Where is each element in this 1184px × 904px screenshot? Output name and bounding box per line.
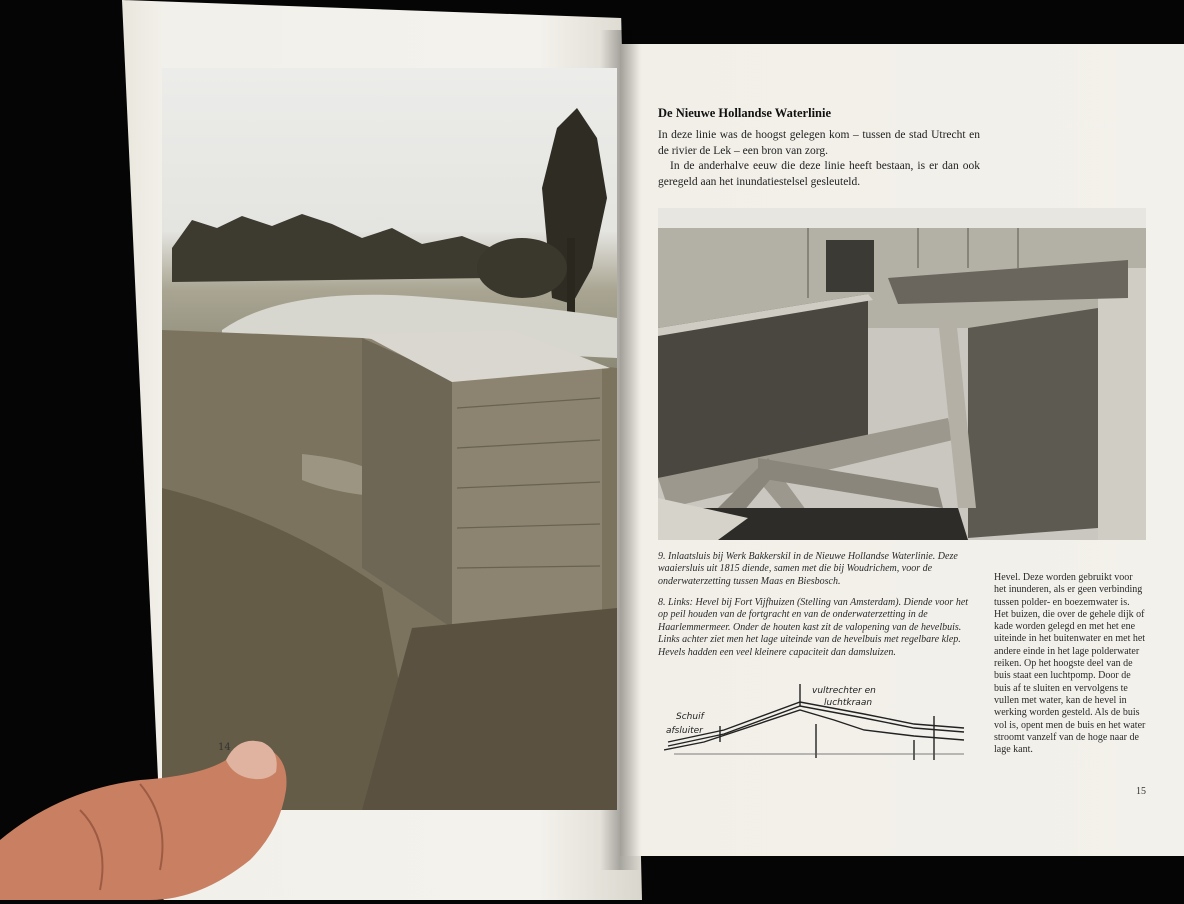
photo-siphon-box bbox=[162, 68, 617, 810]
intro-paragraph: In de anderhalve eeuw die deze linie heeft bestaan, is er dan ook geregeld aan het inundatiestelsel gesleuteld. bbox=[658, 160, 980, 188]
intro-paragraph: In deze linie was de hoogst gelegen kom – tussen de stad Utrecht en de rivier de Lek – een bron van zorg. bbox=[658, 129, 980, 157]
intro-text bbox=[658, 128, 980, 190]
figure-caption-9 bbox=[658, 551, 978, 588]
caption-text: 8. Links: Hevel bij Fort Vijfhuizen (Stelling van Amsterdam). Diende voor het op peil houden van de fortgracht en van de onderwaterzetting in de Haarlemmermeer. Onder de houten kast zit de valopening van de hevelbuis. Links achter ziet men het lage uiteinde van de hevelbuis met regelbare klep. Hevels hadden een veel kleinere capaciteit dan damsluizen. bbox=[658, 597, 969, 658]
caption-text: 9. Inlaatsluis bij Werk Bakkerskil in de Nieuwe Hollandse Waterlinie. Deze waaiersluis uit 1815 diende, samen met die bij Woudrichem, voor de onderwaterzetting tussen Maas en Biesbosch. bbox=[658, 551, 958, 587]
diagram-label-air-valve: luchtkraan bbox=[824, 698, 873, 708]
page-number-left: 14 bbox=[218, 742, 231, 753]
photo-fan-lock bbox=[658, 208, 1146, 540]
figure-caption-8 bbox=[658, 597, 978, 659]
siphon-diagram bbox=[664, 680, 974, 766]
diagram-label-slide: Schuif bbox=[676, 712, 704, 722]
page-number-right: 15 bbox=[1136, 786, 1146, 797]
hand-holding-book bbox=[0, 720, 300, 900]
diagram-label-shutoff: afsluiter bbox=[666, 726, 703, 736]
diagram-label-funnel: vultrechter en bbox=[812, 686, 876, 696]
side-column-text: Hevel. Deze worden gebruikt voor het inunderen, als er geen verbinding tussen polder- en boezemwater is. Het buizen, die over de gehele dijk of kade worden gelegd en met het ene uiteinde in het buitenwater en met het andere einde in het lage polderwater reiken. Op het hoogste deel van de buis staat een luchtpomp. Door de buis af te sluiten en vervolgens te vullen met water, kan de hevel in werking worden gesteld. Als de buis vol is, opent men de buis en het water stroomt vanzelf van de hoge naar de lage kant. bbox=[994, 572, 1146, 756]
section-heading: De Nieuwe Hollandse Waterlinie bbox=[658, 106, 832, 120]
